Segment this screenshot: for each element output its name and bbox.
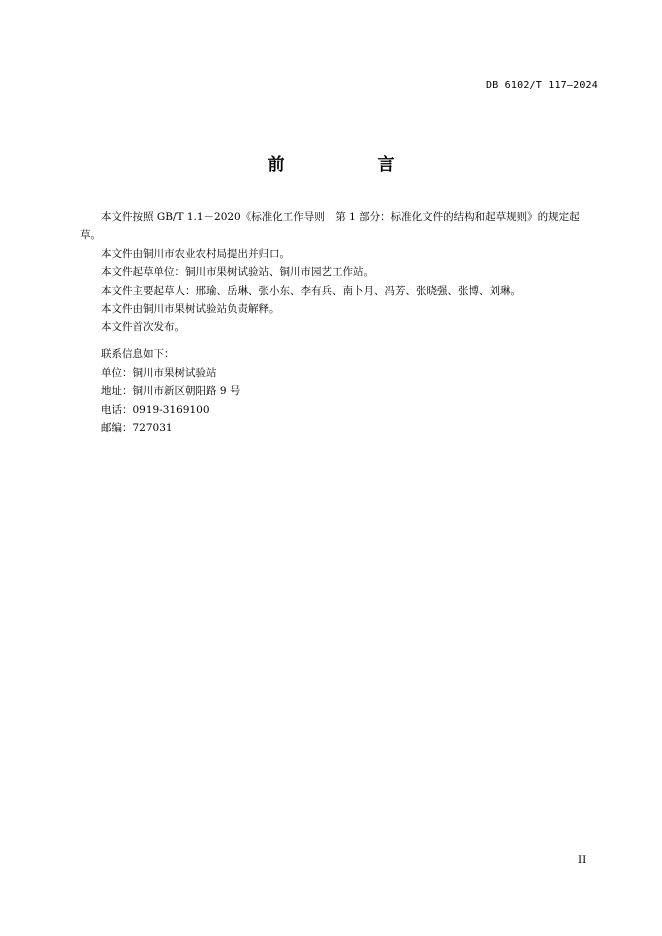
page-number: II [578,854,587,866]
page-title: 前 言 [267,155,433,175]
contact-address: 地址：铜川市新区朝阳路 9 号 [101,385,241,397]
paragraph-proposer: 本文件由铜川市农业农村局提出并归口。 [101,247,290,260]
paragraph-drafting-units: 本文件起草单位：铜川市果树试验站、铜川市园艺工作站。 [101,266,374,279]
document-code: DB 6102/T 117—2024 [486,80,598,91]
contact-postcode: 邮编：727031 [101,422,173,434]
contact-block [101,345,240,438]
paragraph-first-release: 本文件首次发布。 [101,321,185,334]
paragraph-drafting-basis: 本文件按照 GB/T 1.1－2020《标准化工作导则 第 1 部分：标准化文件的结构和起草规则》的规定起草。 [80,211,580,242]
contact-intro: 联系信息如下： [101,348,175,360]
paragraph-interpretation: 本文件由铜川市果树试验站负责解释。 [101,303,280,316]
paragraph-drafters: 本文件主要起草人：邢瑜、岳琳、张小东、李有兵、南卜月、冯芳、张晓强、张博、刘琳。 [101,284,521,297]
contact-phone: 电话：0919-3169100 [101,403,210,416]
foreword-body [80,208,600,337]
contact-unit: 单位：铜川市果树试验站 [101,366,217,379]
